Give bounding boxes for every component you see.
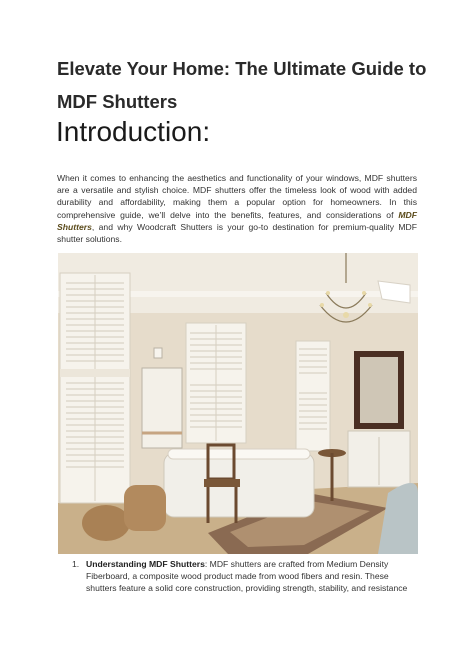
bathroom-photo	[58, 253, 418, 554]
section-heading: Introduction:	[56, 116, 211, 147]
intro-emphasis: MDF Shutters	[57, 209, 417, 232]
document-title: Elevate Your Home: The Ultimate Guide to MDF Shutters	[57, 58, 427, 112]
intro-text-end: , and why Woodcraft Shutters is your go-to destination for premium-quality MDF shutter solutions.	[57, 221, 417, 245]
list-item-number: 1.	[72, 559, 80, 569]
list-item-body: : MDF shutters are crafted from Medium Density Fiberboard, a composite wood product made from wood fibers and resin. These shutters feature a solid core construction, providing strength, stability, and resistance	[86, 559, 408, 594]
list-item-term: Understanding MDF Shutters	[86, 559, 205, 569]
intro-paragraph	[57, 172, 417, 245]
intro-text-start: When it comes to enhancing the aesthetics and functionality of your windows, MDF shutters are a versatile and stylish choice. MDF shutters offer the timeless look of wood with added durability and affordability, making them a popular option for homeowners. In this comprehensive guide, we’ll delve into the benefits, features, and considerations of	[57, 173, 417, 220]
list-item-text	[86, 558, 416, 595]
